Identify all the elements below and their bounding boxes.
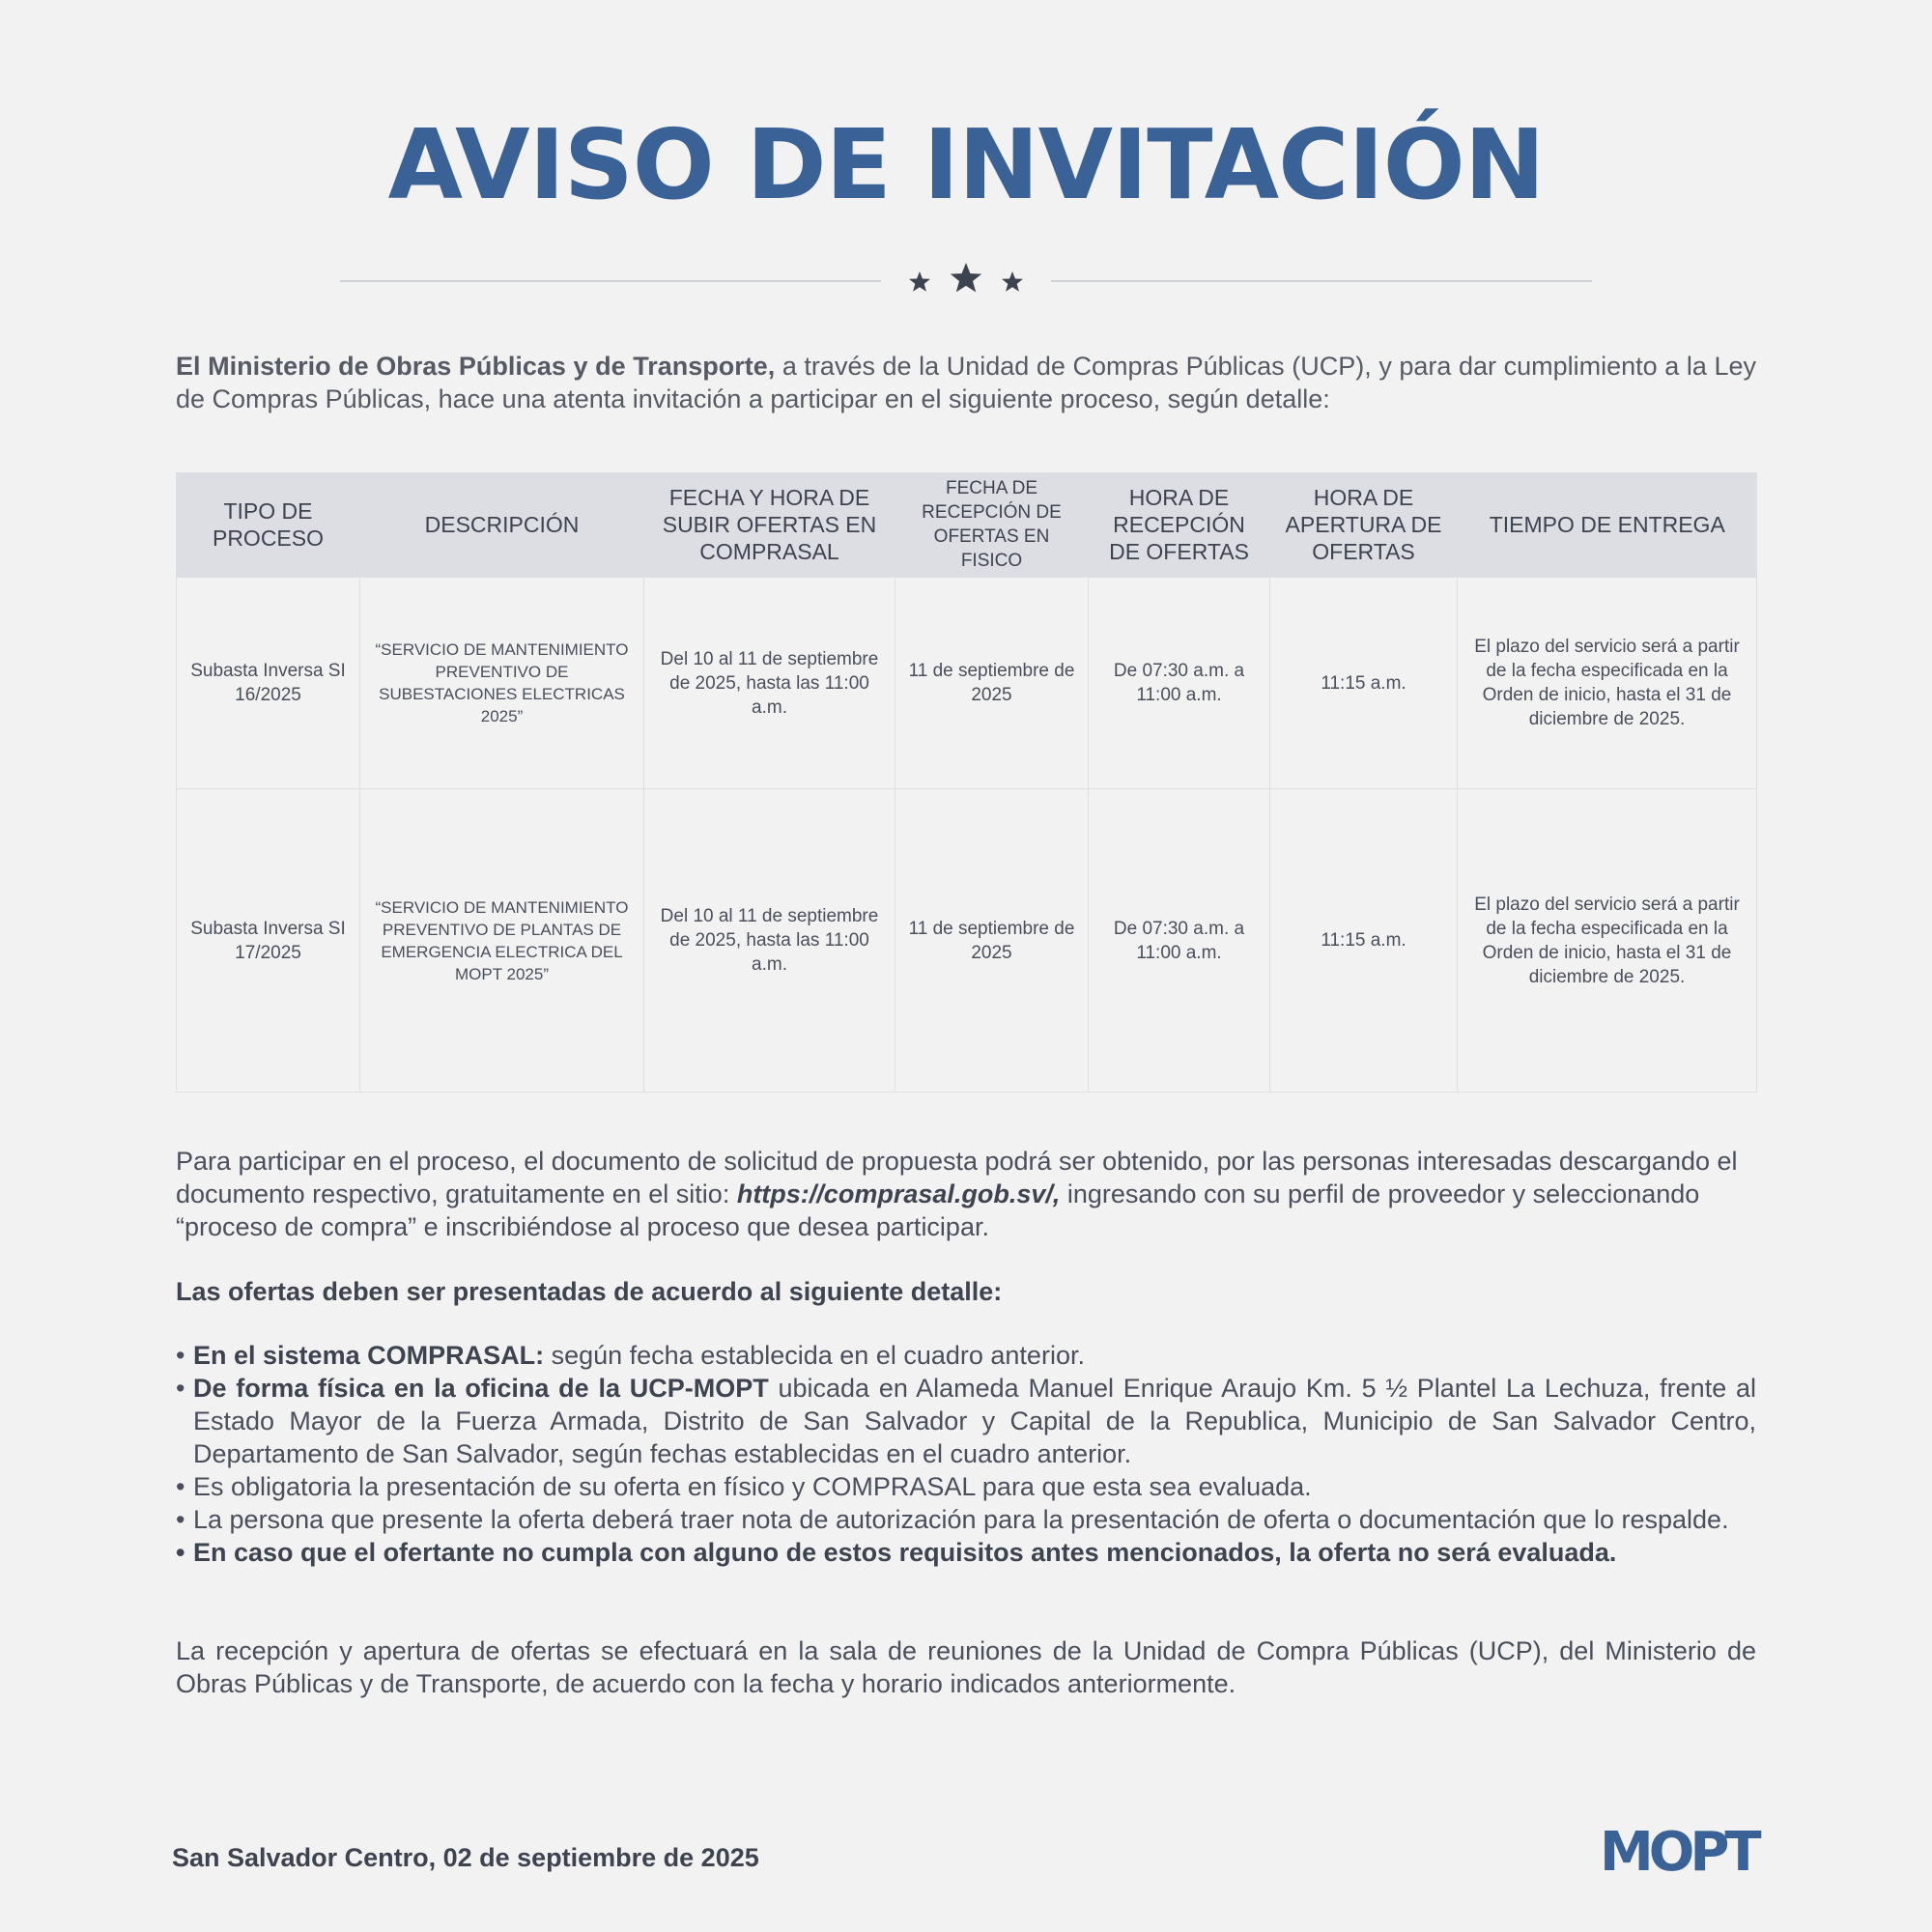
cell-hora-recepcion: De 07:30 a.m. a 11:00 a.m.	[1089, 789, 1270, 1093]
participation-paragraph	[176, 1145, 1756, 1243]
intro-org: El Ministerio de Obras Públicas y de Transporte,	[176, 352, 776, 381]
list-item	[176, 1339, 1756, 1372]
table-header-row	[177, 472, 1757, 578]
list-item	[176, 1470, 1756, 1503]
intro-text: a través de la Unidad de Compras Públicas (UCP), y para dar cumplimiento a la Ley de Compras Públicas, hace una atenta invitación a participar en el siguiente proceso, según detalle:	[176, 352, 1756, 413]
place-date: San Salvador Centro, 02 de septiembre de 2025	[172, 1843, 759, 1872]
header-tiempo-entrega: TIEMPO DE ENTREGA	[1458, 472, 1757, 578]
process-table	[176, 472, 1757, 1093]
cell-descripcion: “SERVICIO DE MANTENIMIENTO PREVENTIVO DE SUBESTACIONES ELECTRICAS 2025”	[360, 578, 644, 789]
list-item	[176, 1372, 1756, 1470]
header-descripcion: DESCRIPCIÓN	[360, 472, 644, 578]
cell-tipo-proceso: Subasta Inversa SI 16/2025	[177, 578, 360, 789]
bullet-text: según fecha establecida en el cuadro anterior.	[544, 1341, 1085, 1370]
cell-tiempo-entrega: El plazo del servicio será a partir de la fecha especificada en la Orden de inicio, hasta el 31 de diciembre de 2025.	[1458, 789, 1757, 1093]
bullet-text: Es obligatoria la presentación de su oferta en físico y COMPRASAL para que esta sea evaluada.	[193, 1472, 1312, 1501]
participation-after: ingresando con su perfil de proveedor y seleccionando “proceso de compra” e inscribiéndose al proceso que desea participar.	[176, 1179, 1700, 1241]
list-item	[176, 1536, 1756, 1569]
comprasal-link[interactable]: https://comprasal.gob.sv/,	[736, 1179, 1061, 1208]
participation-before: Para participar en el proceso, el documento de solicitud de propuesta podrá ser obtenido, por las personas interesadas descargando el documento respectivo, gratuitamente en el sitio:	[176, 1147, 1738, 1208]
cell-fecha-comprasal: Del 10 al 11 de septiembre de 2025, hasta las 11:00 a.m.	[644, 789, 895, 1093]
title-divider	[340, 259, 1592, 307]
bullet-bold: De forma física en la oficina de la UCP-MOPT	[193, 1374, 769, 1403]
header-hora-apertura: HORA DE APERTURA DE OFERTAS	[1270, 472, 1458, 578]
cell-fecha-fisico: 11 de septiembre de 2025	[895, 578, 1089, 789]
divider-line-right	[1051, 280, 1592, 282]
offers-list	[176, 1339, 1756, 1569]
stars-icon	[900, 259, 1032, 307]
header-hora-recepcion: HORA DE RECEPCIÓN DE OFERTAS	[1089, 472, 1270, 578]
table-row	[177, 578, 1757, 789]
bullet-bold: En el sistema COMPRASAL:	[193, 1341, 545, 1370]
cell-tipo-proceso: Subasta Inversa SI 17/2025	[177, 789, 360, 1093]
table-row	[177, 789, 1757, 1093]
header-tipo-proceso: TIPO DE PROCESO	[177, 472, 360, 578]
page-title: AVISO DE INVITACIÓN	[387, 108, 1545, 221]
bullet-text: La persona que presente la oferta deberá traer nota de autorización para la presentación de oferta o documentación que lo respalde.	[193, 1505, 1729, 1534]
intro-paragraph	[176, 350, 1756, 415]
cell-tiempo-entrega: El plazo del servicio será a partir de la fecha especificada en la Orden de inicio, hasta el 31 de diciembre de 2025.	[1458, 578, 1757, 789]
mopt-logo: MOPT	[1600, 1821, 1757, 1884]
header-fecha-comprasal: FECHA Y HORA DE SUBIR OFERTAS EN COMPRASAL	[644, 472, 895, 578]
cell-fecha-comprasal: Del 10 al 11 de septiembre de 2025, hasta las 11:00 a.m.	[644, 578, 895, 789]
cell-hora-apertura: 11:15 a.m.	[1270, 578, 1458, 789]
cell-fecha-fisico: 11 de septiembre de 2025	[895, 789, 1089, 1093]
cell-descripcion: “SERVICIO DE MANTENIMIENTO PREVENTIVO DE PLANTAS DE EMERGENCIA ELECTRICA DEL MOPT 2025”	[360, 789, 644, 1093]
closing-paragraph: La recepción y apertura de ofertas se efectuará en la sala de reuniones de la Unidad de Compra Públicas (UCP), del Ministerio de Obras Públicas y de Transporte, de acuerdo con la fecha y horario indicados anteriormente.	[176, 1636, 1756, 1698]
offers-heading: Las ofertas deben ser presentadas de acuerdo al siguiente detalle:	[176, 1277, 1003, 1306]
bullet-text: En caso que el ofertante no cumpla con alguno de estos requisitos antes mencionados, la oferta no será evaluada.	[193, 1538, 1617, 1567]
list-item	[176, 1503, 1756, 1536]
bullet-text: ubicada en Alameda Manuel Enrique Araujo Km. 5 ½ Plantel La Lechuza, frente al Estado Mayor de la Fuerza Armada, Distrito de San Salvador y Capital de la Republica, Municipio de San Salvador Centro, Departamento de San Salvador, según fechas establecidas en el cuadro anterior.	[193, 1374, 1756, 1468]
header-fecha-fisico: FECHA DE RECEPCIÓN DE OFERTAS EN FISICO	[895, 472, 1089, 578]
divider-line-left	[340, 280, 881, 282]
cell-hora-recepcion: De 07:30 a.m. a 11:00 a.m.	[1089, 578, 1270, 789]
cell-hora-apertura: 11:15 a.m.	[1270, 789, 1458, 1093]
